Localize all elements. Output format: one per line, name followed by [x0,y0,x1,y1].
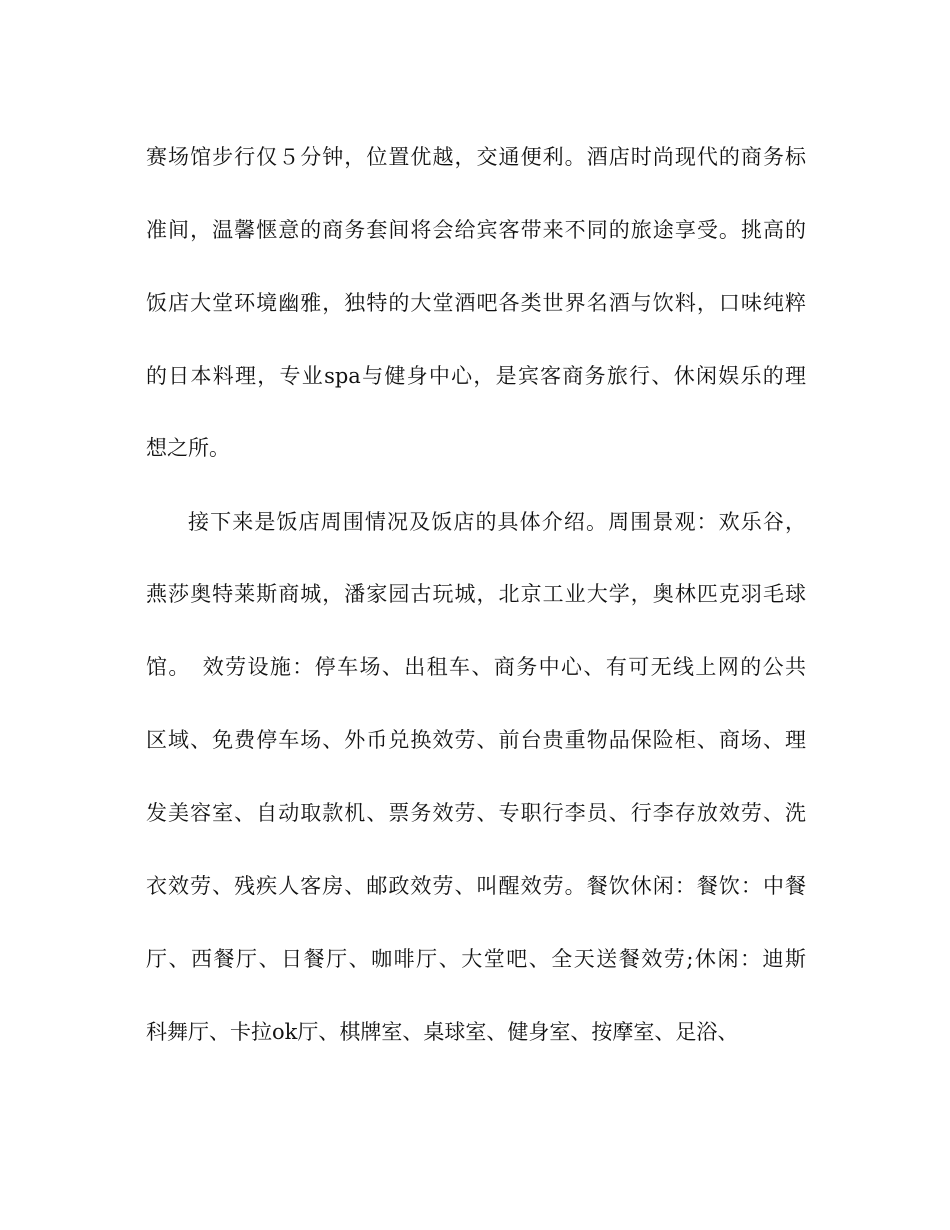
text-line: 的日本料理，专业spa与健身中心，是宾客商务旅行、休闲娱乐的理 [146,364,806,388]
text-line: 科舞厅、卡拉ok厅、棋牌室、桌球室、健身室、按摩室、足浴、 [146,1020,739,1044]
text-line: 区域、免费停车场、外币兑换效劳、前台贵重物品保险柜、商场、理 [146,728,806,752]
text-line: 赛场馆步行仅５分钟，位置优越，交通便利。酒店时尚现代的商务标 [146,145,806,169]
text-line: 发美容室、自动取款机、票务效劳、专职行李员、行李存放效劳、洗 [146,801,806,825]
text-line: 衣效劳、残疾人客房、邮政效劳、叫醒效劳。餐饮休闲：餐饮：中餐 [146,874,806,898]
text-line: 厅、西餐厅、日餐厅、咖啡厅、大堂吧、全天送餐效劳;休闲：迪斯 [146,947,806,971]
text-line: 想之所。 [146,436,230,460]
text-line: 燕莎奥特莱斯商城，潘家园古玩城，北京工业大学，奥林匹克羽毛球 [146,582,806,606]
text-line: 准间，温馨惬意的商务套间将会给宾客带来不同的旅途享受。挑高的 [146,218,806,242]
text-line: 饭店大堂环境幽雅，独特的大堂酒吧各类世界名酒与饮料，口味纯粹 [146,291,806,315]
text-line: 馆。 效劳设施：停车场、出租车、商务中心、有可无线上网的公共 [146,655,806,679]
text-line-indented: 接下来是饭店周围情况及饭店的具体介绍。周围景观：欢乐谷， [188,510,806,534]
